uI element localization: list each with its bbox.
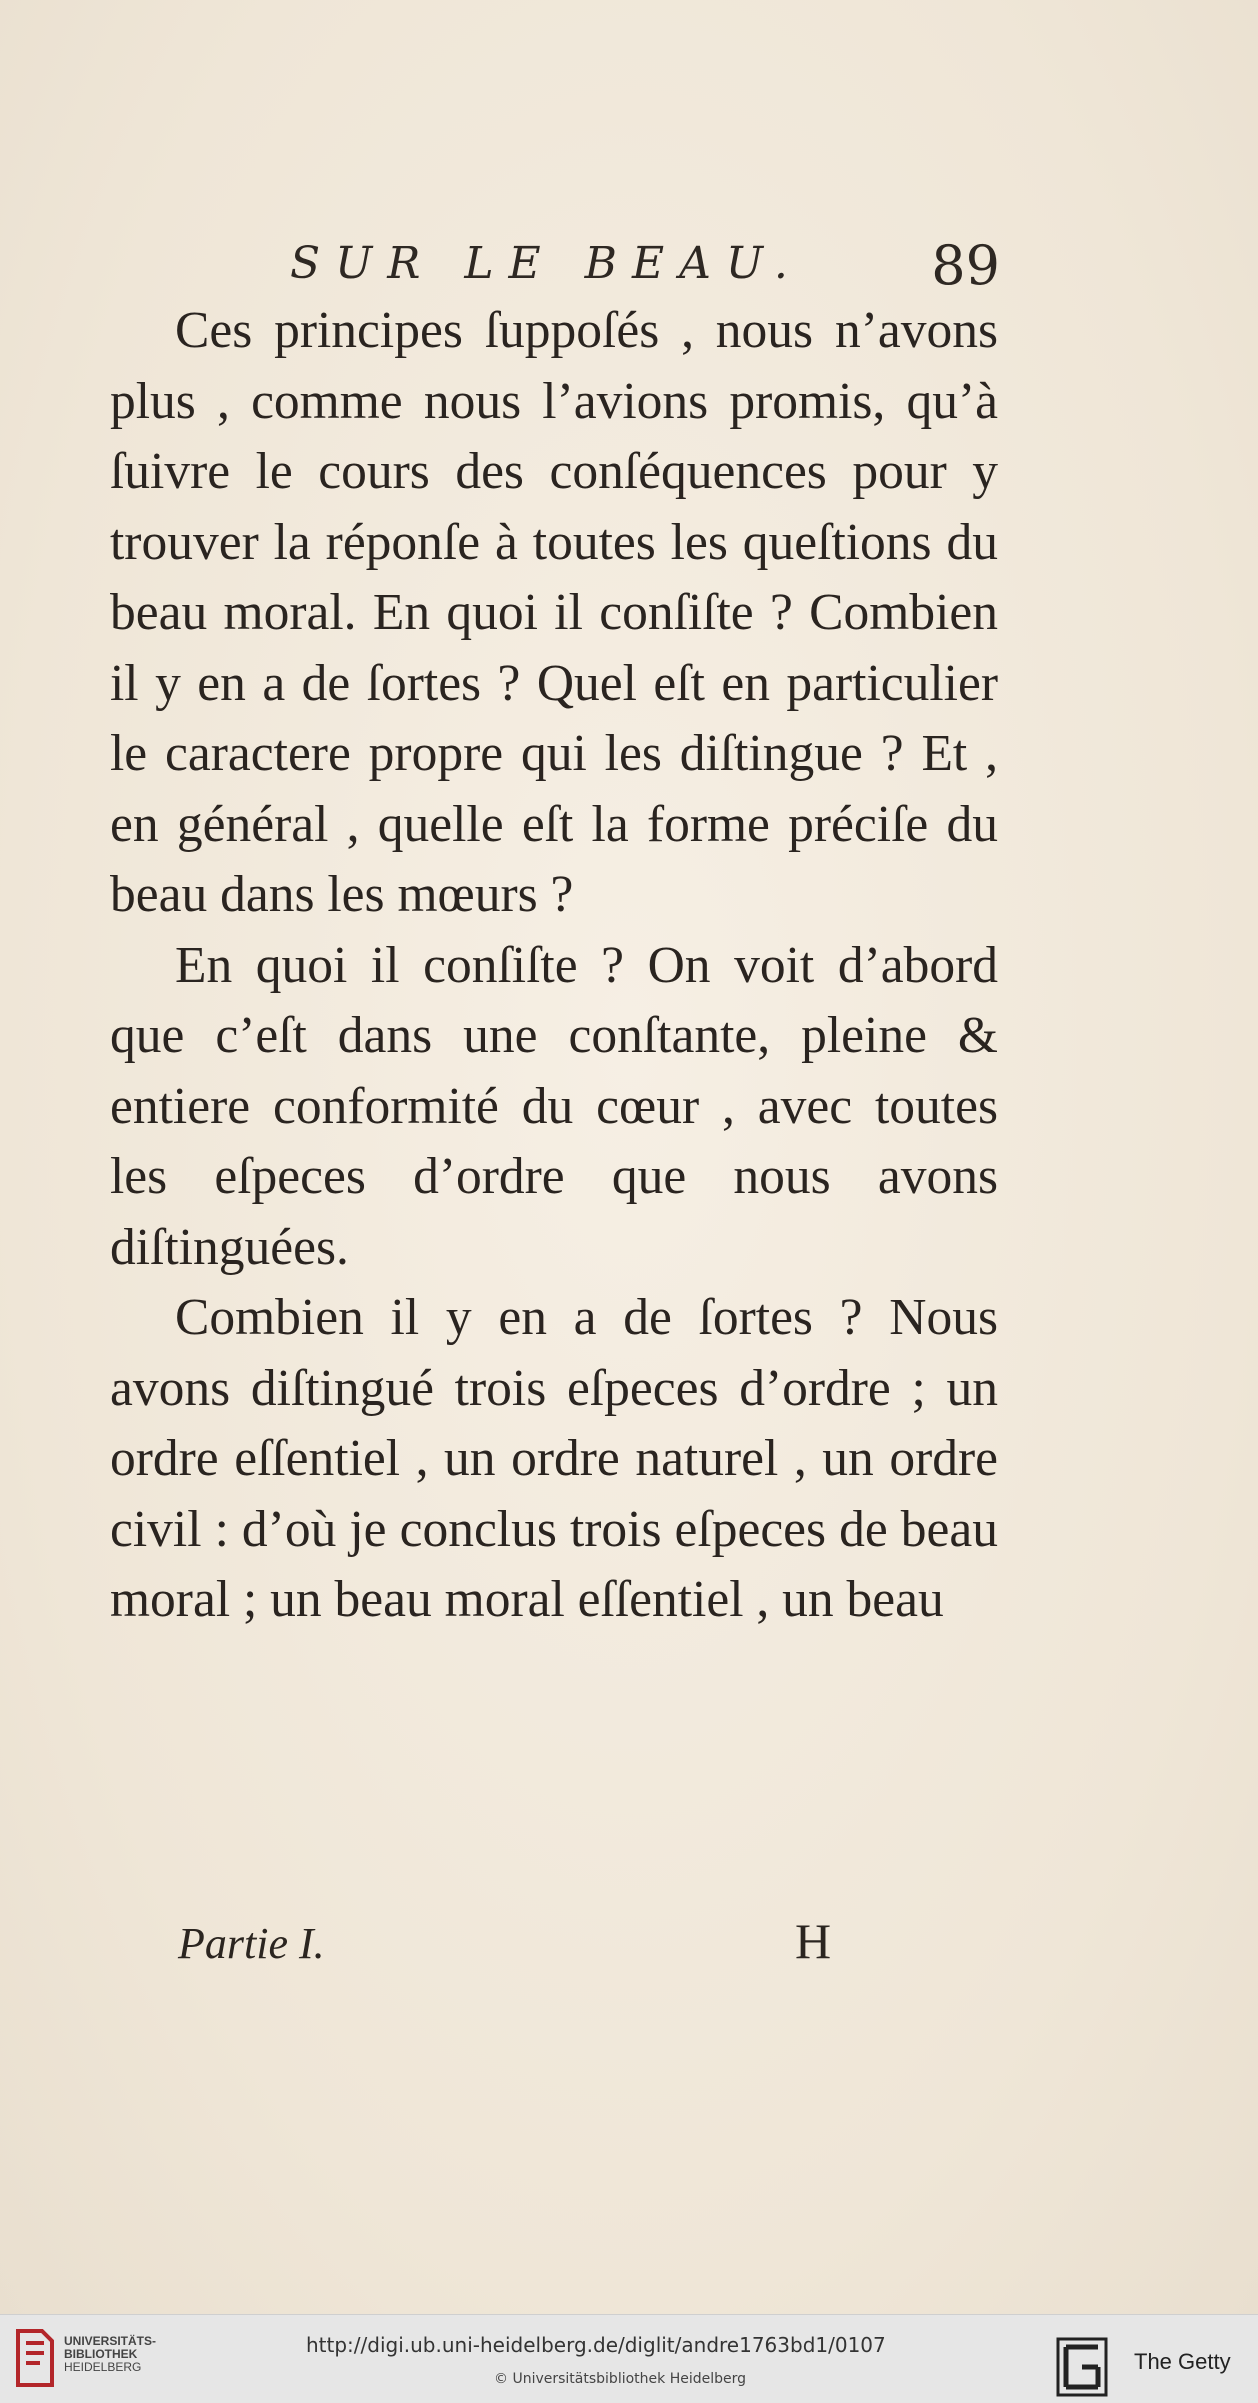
paragraph-3: Combien il y en a de ſortes ? Nous avons diſtingué trois eſpeces d’ordre ; un ordre eſſentiel , un ordre naturel , un ordre civil : d’où je conclus trois eſpeces de beau moral ; un beau moral eſſentiel , un beau	[110, 1289, 998, 1628]
permalink-url[interactable]: http://digi.ub.uni-heidelberg.de/diglit/andre1763bd1/0107	[306, 2333, 886, 2357]
partner-name: The Getty	[1134, 2349, 1231, 2374]
page-number: 89	[931, 234, 1000, 297]
ub-heidelberg-logo-icon	[12, 2327, 58, 2389]
viewer-footer	[0, 2314, 1258, 2403]
signature-label: Partie I.	[178, 1919, 325, 1968]
copyright-notice: © Universitätsbibliothek Heidelberg	[494, 2371, 747, 2387]
signature-mark: H	[795, 1913, 832, 1969]
institution-name: UNIVERSITÄTS- BIBLIOTHEK HEIDELBERG	[64, 2334, 157, 2374]
paragraph-2: En quoi il conſiſte ? On voit d’abord que c’eſt dans une conſtante, pleine & entiere conformité du cœur , avec toutes les eſpeces d’ordre que nous avons diſtinguées.	[110, 936, 998, 1276]
paragraph-1: Ces principes ſuppoſés , nous n’avons plus , comme nous l’avions promis, qu’à ſuivre le cours des conſéquences pour y trouver la réponſe à toutes les queſtions du beau moral. En quoi il conſiſte ? Combien il y en a de ſortes ? Quel eſt en particulier le caractere propre qui les diſtingue ? Et , en général , quelle eſt la forme préciſe du beau dans les mœurs ?	[110, 302, 998, 923]
running-head-title: SUR LE BEAU.	[290, 238, 803, 289]
body-text	[110, 296, 998, 1636]
getty-logo-icon	[1056, 2337, 1108, 2397]
